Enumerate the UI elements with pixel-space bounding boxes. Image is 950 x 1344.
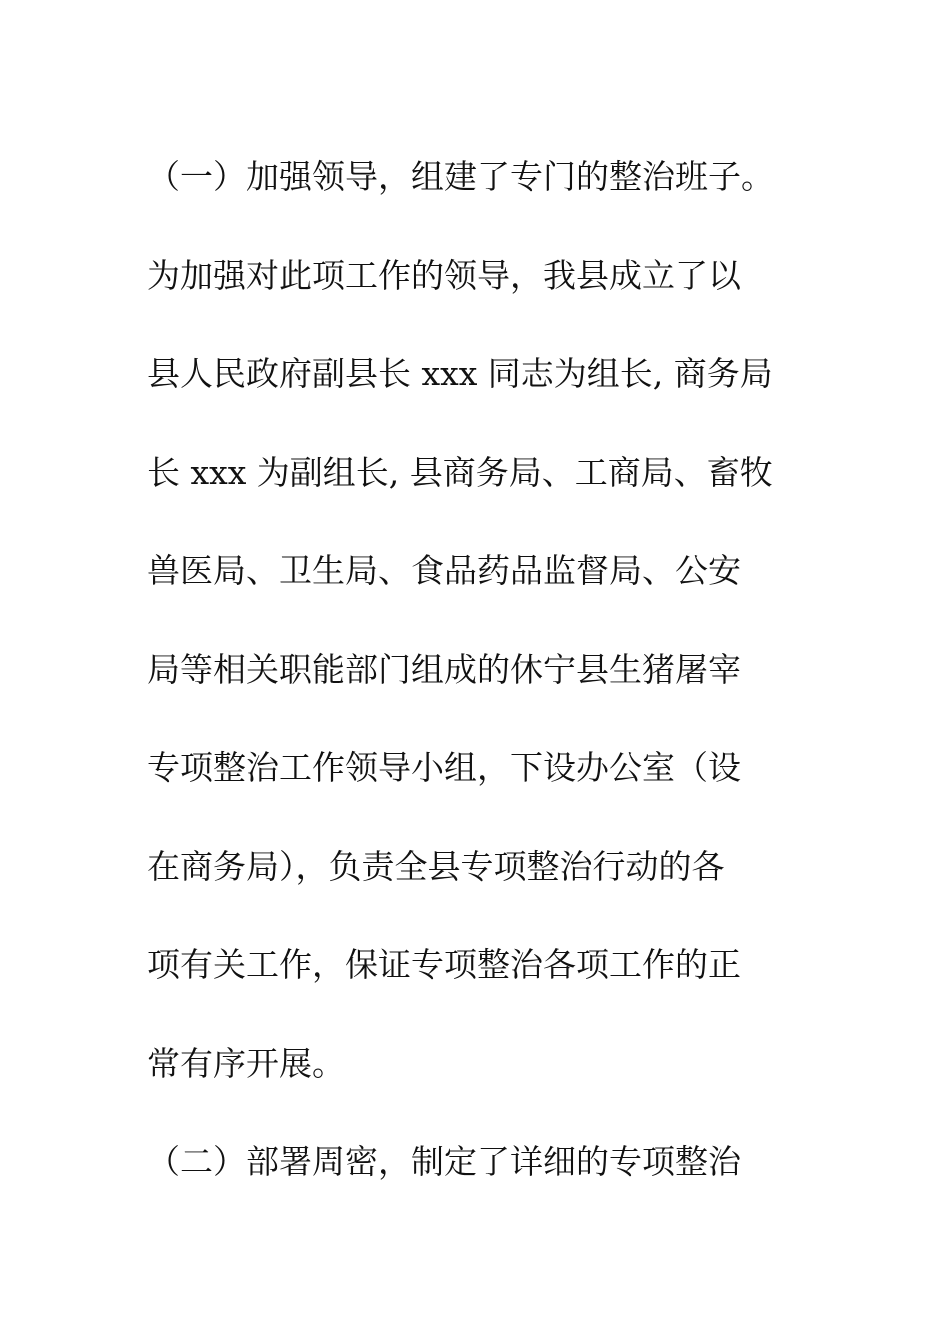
paragraph-line: 长 xxx 为副组长, 县商务局、工商局、畜牧: [147, 452, 773, 492]
section-heading-2: （二）部署周密，制定了详细的专项整治: [147, 1142, 741, 1181]
section-heading-1: （一）加强领导，组建了专门的整治班子。: [147, 157, 774, 196]
paragraph-line: 常有序开展。: [147, 1043, 345, 1083]
paragraph-line: 在商务局），负责全县专项整治行动的各: [147, 846, 725, 886]
paragraph-line: 兽医局、卫生局、食品药品监督局、公安: [147, 551, 741, 590]
paragraph-line: 县人民政府副县长 xxx 同志为组长, 商务局: [147, 354, 773, 393]
document-body: [147, 128, 807, 1212]
paragraph-line: 项有关工作，保证专项整治各项工作的正: [147, 945, 741, 984]
paragraph-line: 局等相关职能部门组成的休宁县生猪屠宰: [147, 649, 741, 689]
paragraph-line: 专项整治工作领导小组，下设办公室（设: [147, 748, 741, 787]
paragraph-line: 为加强对此项工作的领导，我县成立了以: [147, 255, 741, 295]
